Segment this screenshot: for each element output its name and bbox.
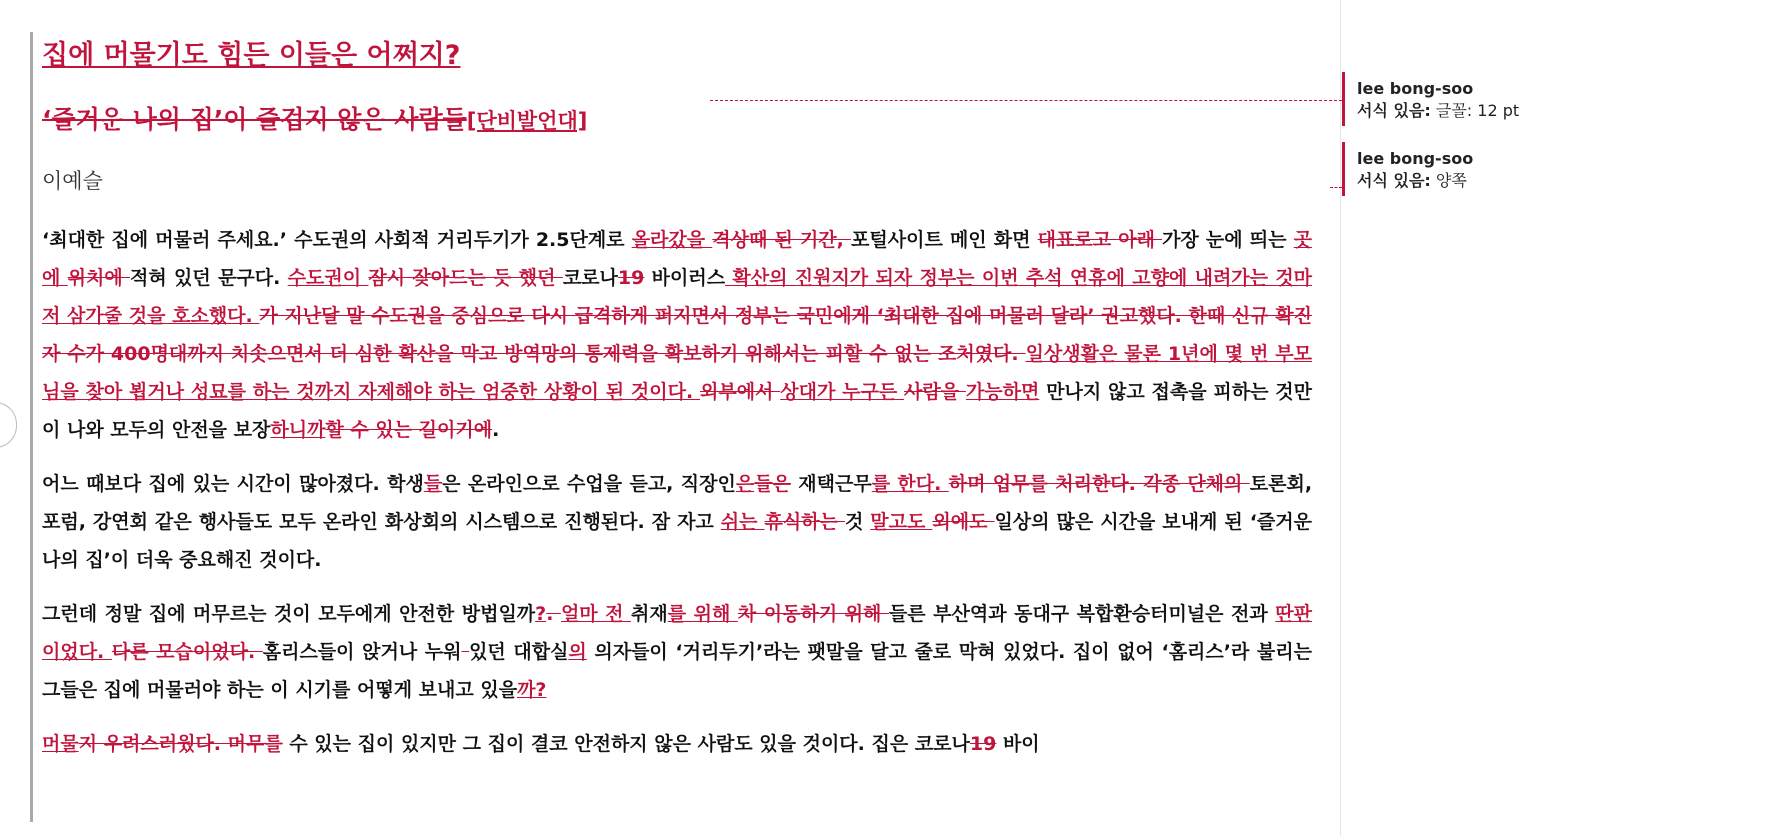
deleted-text: 할 수 있는 길이기에: [325, 419, 493, 441]
document-title: [42, 36, 1312, 76]
inserted-text: [단비발언대]: [466, 109, 588, 133]
deleted-text: 차 이동하기 위해: [737, 603, 889, 625]
body-text: 홈리스들이 앉거나 누워: [262, 641, 462, 663]
paragraphs: [42, 221, 1312, 763]
deleted-text: 19: [969, 733, 997, 755]
inserted-text: 머물: [42, 733, 79, 755]
deleted-text: 위치에: [67, 267, 131, 289]
deleted-text: 19: [617, 267, 645, 289]
paragraph: [42, 465, 1312, 579]
deleted-text: 하며 업무를 처리한다. 각종 단체의: [948, 473, 1250, 495]
inserted-text: 들: [423, 473, 443, 495]
change-bar: [30, 32, 33, 822]
deleted-text: 지 우려스러웠다. 머무를: [78, 733, 283, 755]
inserted-text: 은: [735, 473, 755, 495]
inserted-text: 수도권이: [287, 267, 369, 289]
body-text: 은 온라인으로 수업을 듣고, 직장인: [442, 473, 736, 495]
inserted-text: 올라갔을: [631, 229, 713, 251]
inserted-text: 의: [568, 641, 587, 663]
body-text: 수 있는 집이 있지만 그 집이 결코 안전하지 않은 사람도 있을 것이다. 집은 코로나: [282, 733, 970, 755]
author-name: 이예슬: [42, 169, 103, 193]
inserted-text: 곳에: [42, 229, 1312, 289]
body-text: 의자들이 ‘거리두기’라는 팻말을 달고 줄로 막혀 있었다. 집이 없어 ‘홈리스’라 불리는 그들은 집에 머물러야 하는 이 시기를 어떻게 보내고 있을: [42, 641, 1312, 701]
body-text: 것: [844, 511, 871, 533]
body-text: 일상의 많은 시간을 보내게 된 ‘즐거운 나의 집’이 더욱 중요해진 것이다.: [42, 511, 1312, 571]
comment-detail: 글꼴: 12 pt: [1435, 101, 1520, 120]
inserted-text: 가능하면: [965, 381, 1040, 403]
body-text: 가장 눈에 띄는: [1162, 229, 1294, 251]
deleted-text: 휴식하는: [764, 511, 845, 533]
inserted-text: 쉬는: [720, 511, 765, 533]
comment-detail: 양쪽: [1435, 171, 1467, 190]
body-text: 어느 때보다 집에 있는 시간이 많아졌다. 학생: [42, 473, 424, 495]
inserted-text: 얼마 전: [560, 603, 632, 625]
inserted-text: 집에 머물기도 힘든 이들은 어쩌지?: [42, 40, 461, 71]
body-text: 만나지 않고 접촉을 피하는 것만이 나와 모두의 안전을 보장: [42, 381, 1312, 441]
deleted-text: 사람을: [904, 381, 966, 403]
body-text: 그런데 정말 집에 머무르는 것이 모두에게 안전한 방법일까: [42, 603, 536, 625]
inserted-text: 말고도: [870, 511, 933, 533]
inserted-text: 를 위해: [667, 603, 738, 625]
inserted-text: 딴판이었다.: [42, 603, 1312, 663]
deleted-text: 격상때 된 기간,: [712, 229, 852, 251]
body-text: .: [492, 419, 500, 441]
body-text: 코로나: [562, 267, 618, 289]
inserted-text: 일상생활은 물론 1년에 몇 번 부모님을 찾아 뵙거나 성묘를 하는 것까지 자제해야 하는 엄중한 상황이 된 것이다.: [42, 343, 1312, 403]
deleted-text: 외에도: [932, 511, 995, 533]
inserted-text: 확산의 진원지가 되자 정부는 이번 추석 연휴에 고향에 내려가는 것마저 삼가줄 것을 호소했다.: [42, 267, 1313, 327]
comment-label: 서식 있음:: [1357, 171, 1431, 190]
comment-leader-1: [710, 100, 1342, 101]
body-text: 바이: [996, 733, 1040, 755]
deleted-text: 대표로고 아래: [1037, 229, 1163, 251]
inserted-text: ?: [535, 603, 547, 625]
body-text: 토론회, 포럼, 강연회 같은 행사들도 모두 온라인 화상회의 시스템으로 진행된다. 잠 자고: [42, 473, 1313, 533]
deleted-text: [461, 641, 469, 663]
deleted-text: ‘즐거운 나의 집’이 즐겁지 않은 사람들: [42, 105, 467, 134]
comment-author: lee bong-soo: [1357, 149, 1474, 168]
deleted-text: 들은: [754, 473, 791, 495]
comment-author: lee bong-soo: [1357, 79, 1474, 98]
paragraph: [42, 595, 1312, 709]
body-text: 포털사이트 메인 화면: [851, 229, 1038, 251]
comment-label: 서식 있음:: [1357, 101, 1431, 120]
comment-leader-2: [1330, 187, 1342, 188]
document-subtitle: [42, 100, 1312, 141]
deleted-text: 잠시 잦아드는 듯 했던: [368, 267, 563, 289]
inserted-text: 까?: [517, 679, 547, 701]
paragraph: [42, 725, 1312, 763]
comment-balloon-2[interactable]: [1342, 142, 1481, 196]
body-text: 취재: [631, 603, 668, 625]
page-scroll-handle[interactable]: [0, 402, 17, 448]
body-text: 들른 부산역과 동대구 복합환승터미널은 전과: [888, 603, 1276, 625]
body-text: 있던 대합실: [469, 641, 569, 663]
inserted-text: 하니까: [270, 419, 326, 441]
body-text: 재택근무: [790, 473, 872, 495]
paragraph: [42, 221, 1312, 449]
document-body: [42, 30, 1312, 779]
deleted-text: 외부에서: [700, 381, 781, 403]
body-text: 바이러스: [644, 267, 726, 289]
deleted-text: 다른 모습이었다.: [111, 641, 263, 663]
comment-balloon-1[interactable]: [1342, 72, 1527, 126]
inserted-text: 상대가 누구든: [780, 381, 904, 403]
deleted-text: .: [546, 603, 561, 625]
deleted-text: 가 지난달 말 수도권을 중심으로 다시 급격하게 퍼지면서 정부는 국민에게 ‘최대한 집에 머물러 달라’ 권고했다. 한때 신규 확진자 수가 400명대까지 치솟으면서 더 심한 확산을 막고 방역망의 통제력을 확보하기 위해서는 피할 수 없는 조처였다.: [42, 305, 1312, 365]
body-text: ‘최대한 집에 머물러 주세요.’ 수도권의 사회적 거리두기가 2.5단계로: [42, 229, 632, 251]
body-text: 적혀 있던 문구다.: [130, 267, 288, 289]
inserted-text: 를 한다.: [871, 473, 949, 495]
